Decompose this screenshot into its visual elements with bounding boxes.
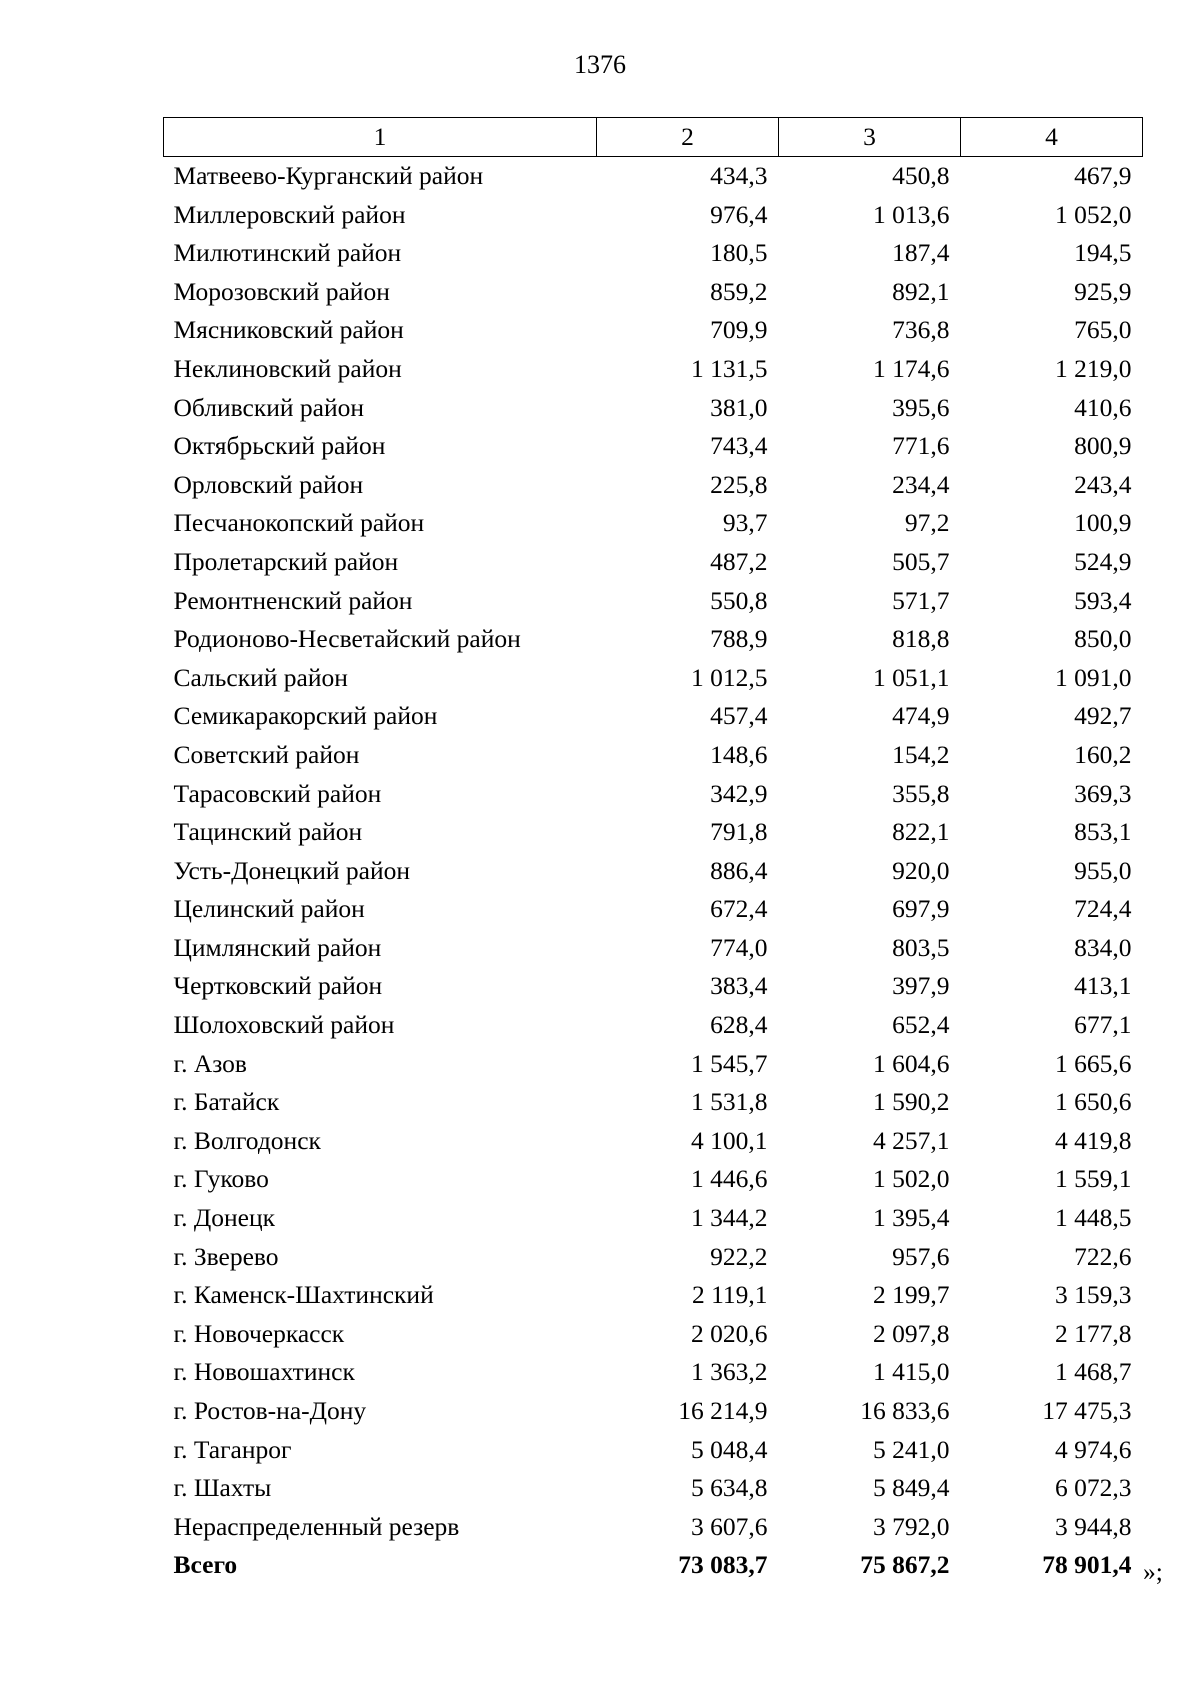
column-header-4: 4	[961, 118, 1143, 157]
row-value-col2: 1 363,2	[691, 1357, 768, 1387]
row-value-col4: 160,2	[1074, 739, 1132, 769]
row-name: г. Волгодонск	[173, 1125, 321, 1155]
column-header-1: 1	[164, 118, 597, 157]
row-name: г. Зверево	[173, 1241, 279, 1271]
row-value-col2: 16 214,9	[678, 1396, 768, 1425]
row-value-col4: 1 468,7	[1055, 1357, 1132, 1387]
row-name: г. Батайск	[173, 1087, 280, 1117]
row-name: Орловский район	[173, 469, 364, 499]
row-value-col4: 853,1	[1074, 817, 1132, 847]
row-value-col3: 234,4	[892, 469, 950, 499]
table-row	[164, 427, 1143, 466]
row-value-col2: 487,2	[710, 546, 768, 576]
row-name: Пролетарский район	[173, 546, 399, 576]
row-name: Ремонтненский район	[173, 585, 413, 615]
row-value-col3: 5 849,4	[873, 1473, 950, 1503]
row-value-col2: 5 634,8	[691, 1473, 768, 1503]
row-value-col3: 474,9	[892, 701, 950, 731]
row-value-col2: 791,8	[710, 817, 768, 847]
row-value-col4: 194,5	[1074, 238, 1132, 268]
row-value-col4: 677,1	[1074, 1010, 1132, 1040]
row-value-col4: 6 072,3	[1055, 1473, 1132, 1503]
row-value-col4: 1 219,0	[1055, 353, 1132, 383]
row-value-col4: 4 419,8	[1055, 1125, 1132, 1155]
table-row	[164, 1083, 1143, 1122]
table-row	[164, 1160, 1143, 1199]
table-row	[164, 504, 1143, 543]
table-row	[164, 350, 1143, 389]
table-row	[164, 311, 1143, 350]
row-value-col2: 550,8	[710, 585, 768, 615]
row-value-col3: 920,0	[892, 855, 950, 885]
table-row	[164, 1469, 1143, 1508]
row-value-col2: 2 020,6	[691, 1318, 768, 1348]
row-name: г. Шахты	[173, 1473, 272, 1503]
table-row	[164, 1045, 1143, 1084]
table-row	[164, 543, 1143, 582]
total-row	[164, 1546, 1143, 1585]
table-row	[164, 389, 1143, 428]
budget-table	[163, 117, 1143, 1585]
table-row	[164, 929, 1143, 968]
row-value-col2: 1 446,6	[691, 1164, 768, 1194]
row-name: г. Ростов-на-Дону	[173, 1396, 367, 1425]
table-row	[164, 1238, 1143, 1277]
row-name: Мясниковский район	[173, 315, 404, 345]
row-value-col4: 3 944,8	[1055, 1511, 1132, 1541]
row-value-col4: 1 052,0	[1055, 199, 1132, 229]
row-value-col3: 154,2	[892, 739, 950, 769]
closing-mark: »;	[1143, 1557, 1163, 1586]
row-name: Песчанокопский район	[173, 508, 425, 538]
row-name: Нераспределенный резерв	[173, 1511, 460, 1541]
row-value-col4: 467,9	[1074, 161, 1132, 190]
row-value-col2: 922,2	[710, 1241, 768, 1271]
row-name: Чертковский район	[173, 971, 383, 1001]
row-value-col3: 957,6	[892, 1241, 950, 1271]
table-row	[164, 1392, 1143, 1431]
row-name: г. Гуково	[173, 1164, 269, 1194]
row-value-col3: 395,6	[892, 392, 950, 422]
row-value-col2: 457,4	[710, 701, 768, 731]
table-row	[164, 1199, 1143, 1238]
total-label: Всего	[173, 1550, 238, 1580]
row-name: Целинский район	[173, 894, 365, 924]
table-row	[164, 697, 1143, 736]
column-header-2: 2	[597, 118, 779, 157]
table-row	[164, 813, 1143, 852]
table-row	[164, 1508, 1143, 1547]
row-value-col2: 383,4	[710, 971, 768, 1001]
row-value-col2: 743,4	[710, 431, 768, 461]
table-body	[164, 157, 1143, 1585]
table-row	[164, 1276, 1143, 1315]
table-row	[164, 1353, 1143, 1392]
row-value-col4: 925,9	[1074, 276, 1132, 306]
table-row	[164, 1431, 1143, 1470]
row-value-col3: 505,7	[892, 546, 950, 576]
row-value-col4: 492,7	[1074, 701, 1132, 731]
column-header-3: 3	[779, 118, 961, 157]
row-value-col3: 1 051,1	[873, 662, 950, 692]
row-name: г. Донецк	[173, 1203, 275, 1233]
row-name: Цимлянский район	[173, 932, 382, 962]
row-name: Шолоховский район	[173, 1010, 395, 1040]
row-name: Миллеровский район	[173, 199, 406, 229]
row-value-col2: 886,4	[710, 855, 768, 885]
row-value-col3: 892,1	[892, 276, 950, 306]
row-value-col4: 413,1	[1074, 971, 1132, 1001]
row-name: г. Новочеркасск	[173, 1318, 345, 1348]
table-row	[164, 620, 1143, 659]
row-value-col4: 2 177,8	[1055, 1318, 1132, 1348]
row-value-col3: 450,8	[892, 161, 950, 190]
row-name: г. Таганрог	[173, 1434, 292, 1464]
row-name: г. Азов	[173, 1048, 247, 1078]
row-value-col4: 1 650,6	[1055, 1087, 1132, 1117]
row-name: Милютинский район	[173, 238, 402, 268]
row-value-col3: 736,8	[892, 315, 950, 345]
row-value-col2: 1 531,8	[691, 1087, 768, 1117]
row-name: Матвеево-Курганский район	[173, 161, 484, 190]
row-value-col4: 850,0	[1074, 624, 1132, 654]
row-value-col3: 1 604,6	[873, 1048, 950, 1078]
row-value-col4: 1 091,0	[1055, 662, 1132, 692]
row-value-col2: 1 545,7	[691, 1048, 768, 1078]
table-row	[164, 273, 1143, 312]
row-value-col4: 800,9	[1074, 431, 1132, 461]
total-value-col4: 78 901,4	[1042, 1550, 1132, 1580]
row-value-col3: 697,9	[892, 894, 950, 924]
row-value-col3: 803,5	[892, 932, 950, 962]
row-value-col3: 3 792,0	[873, 1511, 950, 1541]
row-value-col3: 1 502,0	[873, 1164, 950, 1194]
row-name: Неклиновский район	[173, 353, 402, 383]
row-value-col3: 822,1	[892, 817, 950, 847]
table-row	[164, 1315, 1143, 1354]
row-value-col3: 4 257,1	[873, 1125, 950, 1155]
row-value-col2: 225,8	[710, 469, 768, 499]
row-value-col4: 593,4	[1074, 585, 1132, 615]
row-value-col4: 724,4	[1074, 894, 1132, 924]
total-value-col2: 73 083,7	[678, 1550, 768, 1580]
row-value-col2: 628,4	[710, 1010, 768, 1040]
row-value-col3: 1 590,2	[873, 1087, 950, 1117]
row-value-col2: 859,2	[710, 276, 768, 306]
row-value-col2: 788,9	[710, 624, 768, 654]
row-value-col3: 1 415,0	[873, 1357, 950, 1387]
table-row	[164, 1122, 1143, 1161]
table-row	[164, 466, 1143, 505]
row-value-col2: 5 048,4	[691, 1434, 768, 1464]
row-value-col4: 4 974,6	[1055, 1434, 1132, 1464]
row-value-col4: 1 665,6	[1055, 1048, 1132, 1078]
row-name: г. Каменск-Шахтинский	[173, 1280, 434, 1310]
row-value-col3: 652,4	[892, 1010, 950, 1040]
row-value-col2: 342,9	[710, 778, 768, 808]
row-value-col2: 709,9	[710, 315, 768, 345]
row-name: Тацинский район	[173, 817, 363, 847]
row-value-col2: 180,5	[710, 238, 768, 268]
row-name: Семикаракорский район	[173, 701, 438, 731]
row-value-col4: 834,0	[1074, 932, 1132, 962]
row-name: Усть-Донецкий район	[173, 855, 410, 885]
row-name: Морозовский район	[173, 276, 390, 306]
total-value-col3: 75 867,2	[860, 1550, 950, 1580]
row-name: Советский район	[173, 739, 360, 769]
table-row	[164, 1006, 1143, 1045]
row-value-col2: 1 131,5	[691, 353, 768, 383]
table-header	[164, 118, 1143, 157]
row-value-col2: 976,4	[710, 199, 768, 229]
row-value-col2: 2 119,1	[691, 1280, 768, 1310]
row-value-col2: 434,3	[710, 161, 768, 190]
row-value-col4: 369,3	[1074, 778, 1132, 808]
table-row	[164, 775, 1143, 814]
header-row	[164, 118, 1143, 157]
row-name: Обливский район	[173, 392, 365, 422]
row-value-col4: 410,6	[1074, 392, 1132, 422]
row-value-col4: 3 159,3	[1055, 1280, 1132, 1310]
row-value-col2: 672,4	[710, 894, 768, 924]
row-value-col2: 3 607,6	[691, 1511, 768, 1541]
row-value-col4: 1 559,1	[1055, 1164, 1132, 1194]
table-row	[164, 736, 1143, 775]
table-row	[164, 659, 1143, 698]
row-value-col4: 100,9	[1074, 508, 1132, 538]
row-value-col3: 1 174,6	[873, 353, 950, 383]
row-value-col2: 774,0	[710, 932, 768, 962]
row-value-col3: 818,8	[892, 624, 950, 654]
row-name: Сальский район	[173, 662, 348, 692]
row-value-col4: 524,9	[1074, 546, 1132, 576]
row-name: Родионово-Несветайский район	[173, 624, 521, 654]
row-value-col2: 93,7	[722, 508, 768, 538]
page-number: 1376	[574, 50, 626, 79]
table-row	[164, 234, 1143, 273]
row-value-col2: 1 344,2	[691, 1203, 768, 1233]
table-row	[164, 852, 1143, 891]
row-name: Тарасовский район	[173, 778, 382, 808]
row-value-col2: 4 100,1	[691, 1125, 768, 1155]
row-name: г. Новошахтинск	[173, 1357, 355, 1387]
row-value-col4: 765,0	[1074, 315, 1132, 345]
row-value-col3: 187,4	[892, 238, 950, 268]
table-row	[164, 890, 1143, 929]
row-value-col3: 5 241,0	[873, 1434, 950, 1464]
row-value-col3: 397,9	[892, 971, 950, 1001]
row-value-col4: 955,0	[1074, 855, 1132, 885]
row-value-col2: 1 012,5	[691, 662, 768, 692]
row-name: Октябрьский район	[173, 431, 386, 461]
row-value-col2: 148,6	[710, 739, 768, 769]
row-value-col3: 2 199,7	[873, 1280, 950, 1310]
row-value-col3: 97,2	[904, 508, 950, 538]
row-value-col4: 243,4	[1074, 469, 1132, 499]
row-value-col4: 722,6	[1074, 1241, 1132, 1271]
row-value-col4: 1 448,5	[1055, 1203, 1132, 1233]
row-value-col3: 571,7	[892, 585, 950, 615]
row-value-col3: 1 395,4	[873, 1203, 950, 1233]
table-row	[164, 582, 1143, 621]
row-value-col3: 2 097,8	[873, 1318, 950, 1348]
row-value-col2: 381,0	[710, 392, 768, 422]
row-value-col3: 771,6	[892, 431, 950, 461]
row-value-col3: 355,8	[892, 778, 950, 808]
table-row	[164, 196, 1143, 235]
table-row	[164, 967, 1143, 1006]
row-value-col4: 17 475,3	[1042, 1396, 1132, 1425]
row-value-col3: 16 833,6	[860, 1396, 950, 1425]
table-row	[164, 157, 1143, 196]
row-value-col3: 1 013,6	[873, 199, 950, 229]
